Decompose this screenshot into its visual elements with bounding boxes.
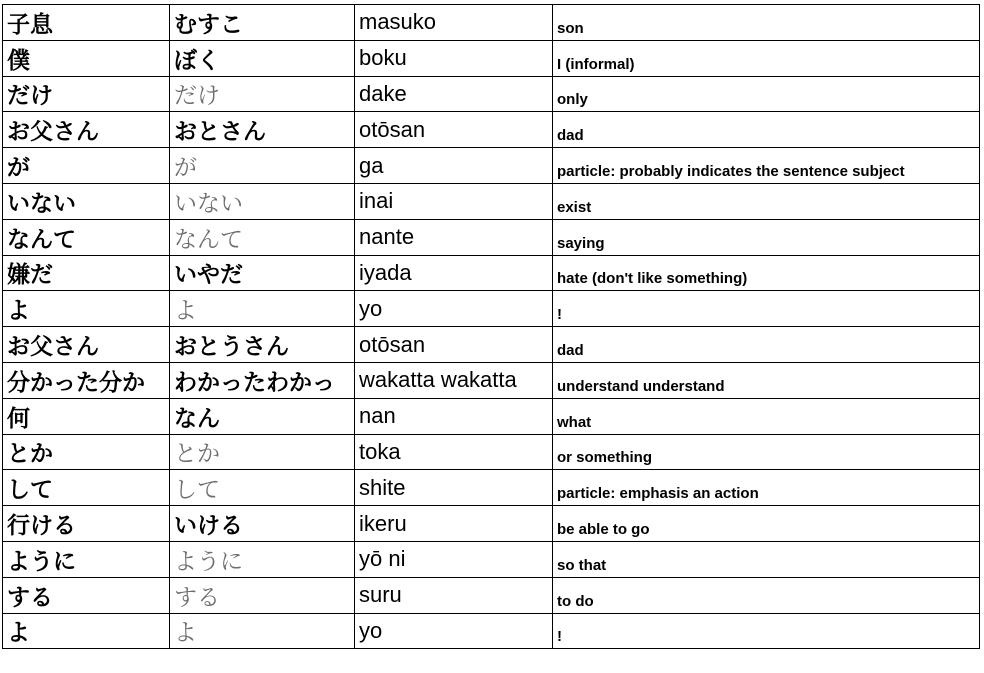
- vocab-row: [3, 5, 980, 41]
- kana-cell: いない: [170, 183, 355, 219]
- romaji-cell: yo: [355, 291, 553, 327]
- word-cell: 何: [3, 398, 170, 434]
- romaji-cell: toka: [355, 434, 553, 470]
- kana-cell: よ: [170, 613, 355, 649]
- vocab-row: [3, 362, 980, 398]
- vocab-row: [3, 291, 980, 327]
- word-cell: お父さん: [3, 327, 170, 363]
- word-cell: して: [3, 470, 170, 506]
- meaning-cell: only: [553, 76, 980, 112]
- kana-cell: が: [170, 148, 355, 184]
- word-cell: する: [3, 577, 170, 613]
- romaji-cell: iyada: [355, 255, 553, 291]
- kana-cell: いやだ: [170, 255, 355, 291]
- word-cell: お父さん: [3, 112, 170, 148]
- romaji-cell: inai: [355, 183, 553, 219]
- kana-cell: よ: [170, 291, 355, 327]
- kana-cell: とか: [170, 434, 355, 470]
- meaning-cell: so that: [553, 541, 980, 577]
- word-cell: 僕: [3, 40, 170, 76]
- vocab-row: [3, 541, 980, 577]
- vocab-row: [3, 613, 980, 649]
- kana-cell: して: [170, 470, 355, 506]
- vocab-row: [3, 327, 980, 363]
- vocabulary-table: [2, 4, 980, 649]
- word-cell: 分かった分か: [3, 362, 170, 398]
- meaning-cell: particle: emphasis an action: [553, 470, 980, 506]
- kana-cell: おとうさん: [170, 327, 355, 363]
- romaji-cell: otōsan: [355, 327, 553, 363]
- romaji-cell: masuko: [355, 5, 553, 41]
- romaji-cell: yō ni: [355, 541, 553, 577]
- kana-cell: ぼく: [170, 40, 355, 76]
- romaji-cell: dake: [355, 76, 553, 112]
- meaning-cell: !: [553, 291, 980, 327]
- vocab-row: [3, 112, 980, 148]
- word-cell: 嫌だ: [3, 255, 170, 291]
- kana-cell: なんて: [170, 219, 355, 255]
- romaji-cell: wakatta wakatta: [355, 362, 553, 398]
- kana-cell: なん: [170, 398, 355, 434]
- kana-cell: だけ: [170, 76, 355, 112]
- vocab-row: [3, 506, 980, 542]
- meaning-cell: son: [553, 5, 980, 41]
- word-cell: 行ける: [3, 506, 170, 542]
- vocab-row: [3, 76, 980, 112]
- romaji-cell: nan: [355, 398, 553, 434]
- vocab-row: [3, 40, 980, 76]
- kana-cell: いける: [170, 506, 355, 542]
- word-cell: よ: [3, 613, 170, 649]
- meaning-cell: dad: [553, 112, 980, 148]
- vocab-row: [3, 470, 980, 506]
- kana-cell: ように: [170, 541, 355, 577]
- kana-cell: する: [170, 577, 355, 613]
- word-cell: なんて: [3, 219, 170, 255]
- vocab-row: [3, 255, 980, 291]
- romaji-cell: yo: [355, 613, 553, 649]
- kana-cell: わかったわかっ: [170, 362, 355, 398]
- romaji-cell: ga: [355, 148, 553, 184]
- word-cell: 子息: [3, 5, 170, 41]
- meaning-cell: hate (don't like something): [553, 255, 980, 291]
- vocab-row: [3, 219, 980, 255]
- word-cell: ように: [3, 541, 170, 577]
- romaji-cell: ikeru: [355, 506, 553, 542]
- meaning-cell: or something: [553, 434, 980, 470]
- meaning-cell: to do: [553, 577, 980, 613]
- meaning-cell: dad: [553, 327, 980, 363]
- kana-cell: むすこ: [170, 5, 355, 41]
- romaji-cell: suru: [355, 577, 553, 613]
- word-cell: とか: [3, 434, 170, 470]
- vocab-row: [3, 398, 980, 434]
- romaji-cell: nante: [355, 219, 553, 255]
- meaning-cell: I (informal): [553, 40, 980, 76]
- meaning-cell: be able to go: [553, 506, 980, 542]
- meaning-cell: !: [553, 613, 980, 649]
- vocab-row: [3, 434, 980, 470]
- vocabulary-table-body: [3, 5, 980, 649]
- romaji-cell: shite: [355, 470, 553, 506]
- romaji-cell: boku: [355, 40, 553, 76]
- kana-cell: おとさん: [170, 112, 355, 148]
- word-cell: よ: [3, 291, 170, 327]
- vocab-row: [3, 577, 980, 613]
- meaning-cell: particle: probably indicates the sentence subject: [553, 148, 980, 184]
- vocab-row: [3, 183, 980, 219]
- word-cell: だけ: [3, 76, 170, 112]
- meaning-cell: exist: [553, 183, 980, 219]
- word-cell: いない: [3, 183, 170, 219]
- meaning-cell: saying: [553, 219, 980, 255]
- meaning-cell: what: [553, 398, 980, 434]
- word-cell: が: [3, 148, 170, 184]
- romaji-cell: otōsan: [355, 112, 553, 148]
- vocab-row: [3, 148, 980, 184]
- meaning-cell: understand understand: [553, 362, 980, 398]
